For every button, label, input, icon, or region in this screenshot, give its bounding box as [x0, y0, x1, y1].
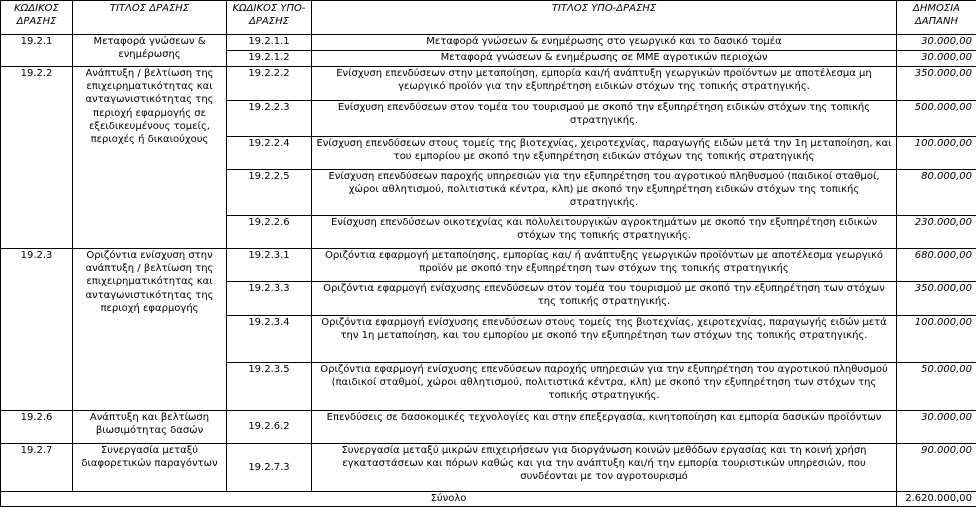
- sub-amount: 30.000,00: [897, 411, 976, 444]
- action-title: Ανάπτυξη / βελτίωση της επιχειρηματικότητας και ανταγωνιστικότητας της περιοχή εφαρμογής σε εξειδικευμένους τομείς, περιοχές ή δικαιούχους: [73, 67, 227, 249]
- sub-amount: 90.000,00: [897, 444, 976, 492]
- sub-code: 19.2.2.5: [227, 170, 312, 216]
- header-action-code: ΚΩΔΙΚΟΣ ΔΡΑΣΗΣ: [1, 1, 73, 35]
- header-sub-code: ΚΩΔΙΚΟΣ ΥΠΟ-ΔΡΑΣΗΣ: [227, 1, 312, 35]
- sub-code: 19.2.6.2: [227, 411, 312, 444]
- action-code: 19.2.6: [1, 411, 73, 444]
- action-title: Μεταφορά γνώσεων & ενημέρωσης: [73, 35, 227, 67]
- action-code: 19.2.1: [1, 35, 73, 67]
- header-action-title: ΤΙΤΛΟΣ ΔΡΑΣΗΣ: [73, 1, 227, 35]
- sub-title: Μεταφορά γνώσεων & ενημέρωσης σε ΜΜΕ αγροτικών περιοχών: [312, 51, 897, 67]
- sub-amount: 680.000,00: [897, 249, 976, 282]
- sub-code: 19.2.3.4: [227, 316, 312, 363]
- sub-title: Οριζόντια εφαρμογή ενίσχυσης επενδύσεων στους τομείς της βιοτεχνίας, χειροτεχνίας, παραγωγής ειδών μετά την 1η μεταποίηση, και του εμπορίου με σκοπό την εξυπηρέτηση των στόχων της τοπικής στρατηγικής.: [312, 316, 897, 363]
- sub-title: Ενίσχυση επενδύσεων στην μεταποίηση, εμπορία και/ή ανάπτυξη γεωργικών προϊόντων με αποτέλεσμα μη γεωργικό προϊόν για την εξυπηρέτηση ειδικών στόχων της τοπικής στρατηγικής.: [312, 67, 897, 101]
- sub-amount: 100.000,00: [897, 316, 976, 363]
- sub-code: 19.2.2.2: [227, 67, 312, 101]
- sub-title: Επενδύσεις σε δασοκομικές τεχνολογίες και στην επεξεργασία, κινητοποίηση και εμπορία δασικών προϊόντων: [312, 411, 897, 444]
- sub-title: Ενίσχυση επενδύσεων παροχής υπηρεσιών για την εξυπηρέτηση του αγροτικού πληθυσμού (παιδικοί σταθμοί, χώροι αθλητισμού, πολιτιστικά κέντρα, κλπ) με σκοπό την εξυπηρέτηση ειδικών στόχων της τοπικής στρατηγικής.: [312, 170, 897, 216]
- action-title: Ανάπτυξη και βελτίωση βιωσιμότητας δασών: [73, 411, 227, 444]
- sub-amount: 30.000,00: [897, 35, 976, 51]
- action-code: 19.2.7: [1, 444, 73, 492]
- action-title: Οριζόντια ενίσχυση στην ανάπτυξη / βελτίωση της επιχειρηματικότητας και ανταγωνιστικότητας της περιοχή εφαρμογής: [73, 249, 227, 411]
- sub-amount: 50.000,00: [897, 363, 976, 411]
- header-sub-title: ΤΙΤΛΟΣ ΥΠΟ-ΔΡΑΣΗΣ: [312, 1, 897, 35]
- table-row: [1, 249, 976, 282]
- sub-title: Ενίσχυση επενδύσεων οικοτεχνίας και πολυλειτουργικών αγροκτημάτων με σκοπό την εξυπηρέτηση ειδικών στόχων της τοπικής στρατηγικής.: [312, 216, 897, 249]
- sub-title: Οριζόντια εφαρμογή ενίσχυσης επενδύσεων στον τομέα του τουρισμού με σκοπό την εξυπηρέτηση των στόχων της τοπικής στρατηγικής.: [312, 282, 897, 316]
- sub-title: Μεταφορά γνώσεων & ενημέρωσης στο γεωργικό και το δασικό τομέα: [312, 35, 897, 51]
- sub-title: Οριζόντια εφαρμογή ενίσχυσης επενδύσεων παροχής υπηρεσιών για την εξυπηρέτηση του αγροτικού πληθυσμού (παιδικοί σταθμοί, χώροι αθλητισμού, πολιτιστικά κέντρα, κλπ) με σκοπό την εξυπηρέτηση των στόχων της τοπικής στρατηγικής.: [312, 363, 897, 411]
- sub-code: 19.2.2.3: [227, 101, 312, 137]
- header-amount: ΔΗΜΟΣΙΑ ΔΑΠΑΝΗ: [897, 1, 976, 35]
- sub-code: 19.2.2.6: [227, 216, 312, 249]
- sub-amount: 80.000,00: [897, 170, 976, 216]
- sub-title: Οριζόντια εφαρμογή μεταποίησης, εμπορίας και/ ή ανάπτυξης γεωργικών προϊόντων με αποτέλεσμα γεωργικό προϊόν με σκοπό την εξυπηρέτηση των στόχων της τοπικής στρατηγικής: [312, 249, 897, 282]
- action-code: 19.2.3: [1, 249, 73, 411]
- sub-code: 19.2.3.3: [227, 282, 312, 316]
- table-row: [1, 444, 976, 492]
- sub-amount: 230.000,00: [897, 216, 976, 249]
- sub-code: 19.2.1.1: [227, 35, 312, 51]
- sub-title: Συνεργασία μεταξύ μικρών επιχειρήσεων για διοργάνωση κοινών μεθόδων εργασίας και τη κοινή χρήση εγκαταστάσεων και πόρων καθώς και για την ανάπτυξη και/ή την εμπορία τουριστικών υπηρεσιών, που συνδέονται με τον αγροτουρισμό: [312, 444, 897, 492]
- sub-code: 19.2.3.5: [227, 363, 312, 411]
- sub-code: 19.2.2.4: [227, 137, 312, 170]
- table-row: [1, 411, 976, 444]
- action-code: 19.2.2: [1, 67, 73, 249]
- table-header-row: [1, 1, 976, 35]
- sub-code: 19.2.7.3: [227, 444, 312, 492]
- sub-amount: 500.000,00: [897, 101, 976, 137]
- table-row: [1, 67, 976, 101]
- sub-title: Ενίσχυση επενδύσεων στον τομέα του τουρισμού με σκοπό την εξυπηρέτηση ειδικών στόχων της τοπικής στρατηγικής.: [312, 101, 897, 137]
- action-title: Συνεργασία μεταξύ διαφορετικών παραγόντων: [73, 444, 227, 492]
- sub-code: 19.2.1.2: [227, 51, 312, 67]
- total-amount: 2.620.000,00: [897, 492, 976, 507]
- sub-amount: 100.000,00: [897, 137, 976, 170]
- sub-title: Ενίσχυση επενδύσεων στους τομείς της βιοτεχνίας, χειροτεχνίας, παραγωγής ειδών μετά την 1η μεταποίηση, και του εμπορίου με σκοπό την εξυπηρέτηση ειδικών στόχων της τοπικής στρατηγικής: [312, 137, 897, 170]
- total-label: Σύνολο: [1, 492, 897, 507]
- table-row: [1, 35, 976, 51]
- sub-amount: 30.000,00: [897, 51, 976, 67]
- sub-amount: 350.000,00: [897, 282, 976, 316]
- sub-code: 19.2.3.1: [227, 249, 312, 282]
- total-row: [1, 492, 976, 507]
- sub-amount: 350.000,00: [897, 67, 976, 101]
